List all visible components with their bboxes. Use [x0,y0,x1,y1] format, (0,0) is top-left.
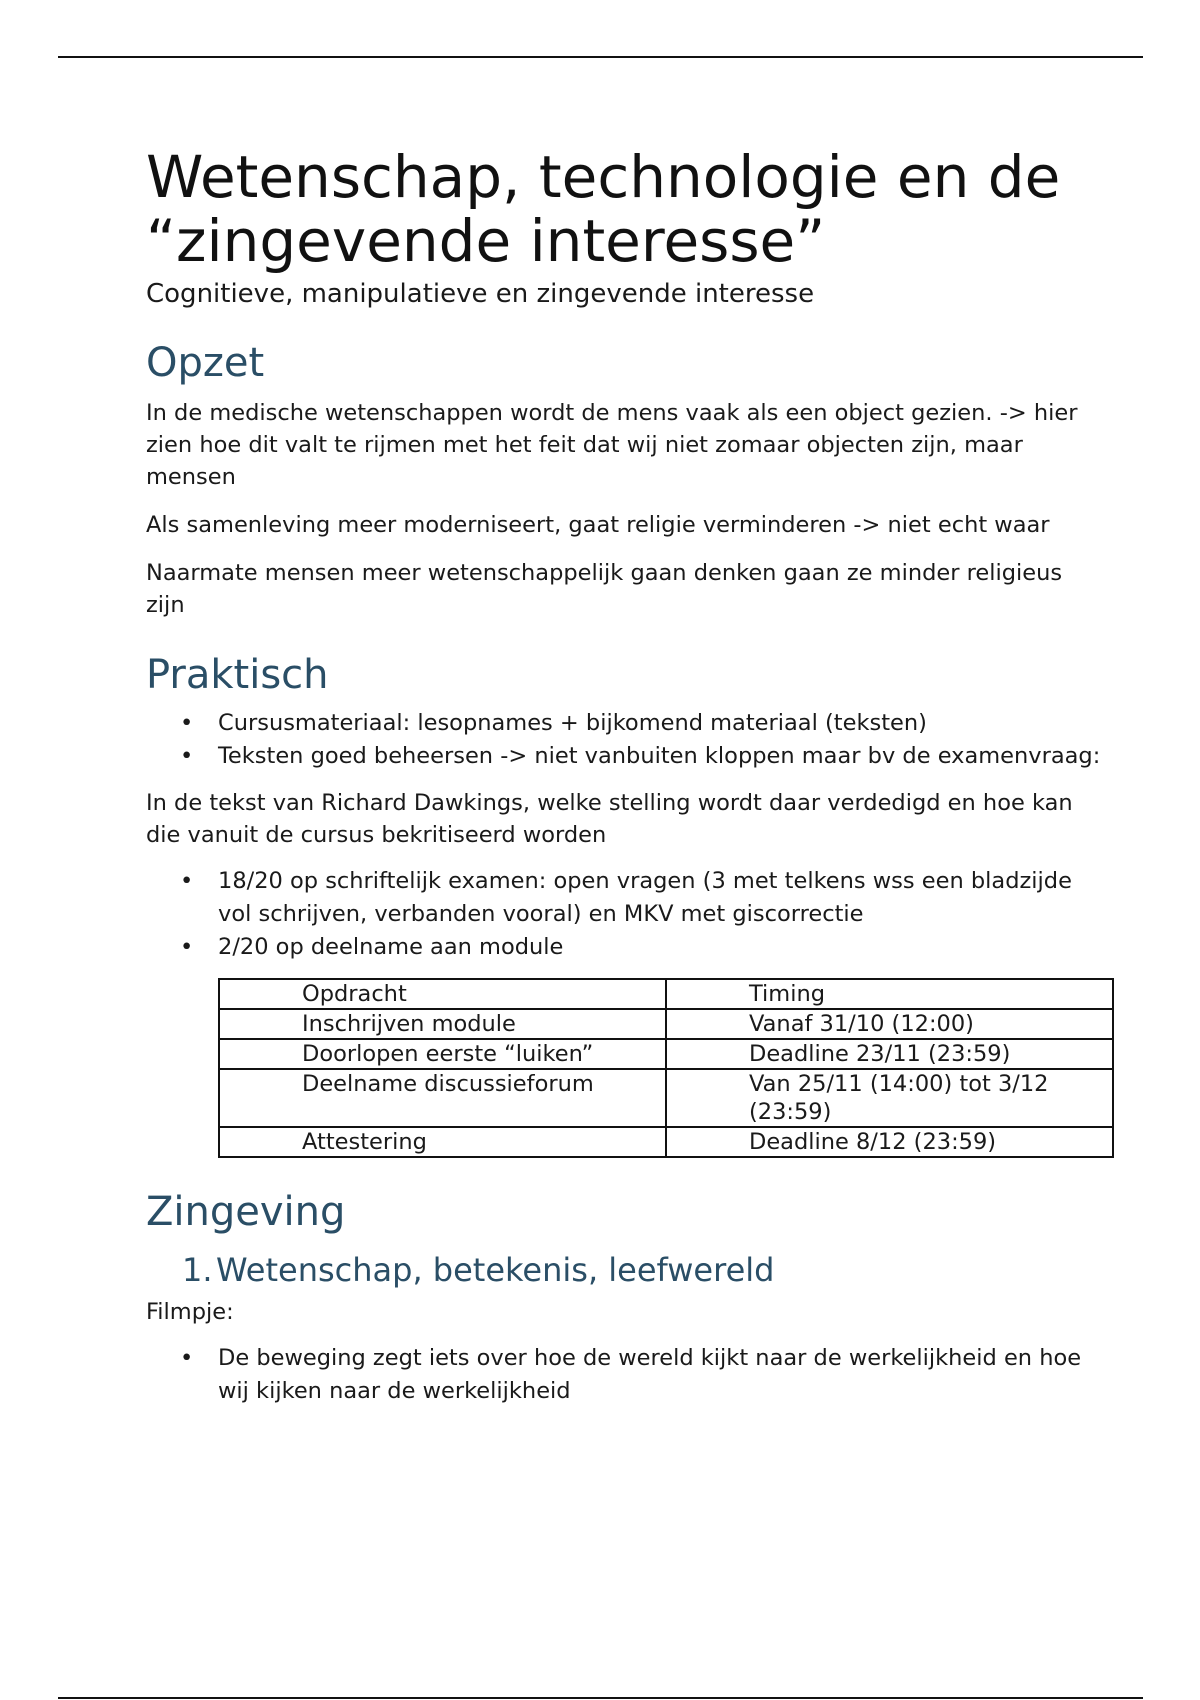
table-cell: Deadline 23/11 (23:59) [666,1039,1113,1069]
heading-opzet: Opzet [146,340,265,386]
praktisch-list-b [146,865,1106,964]
table-header-cell: Timing [666,979,1113,1009]
bullet-icon: • [180,934,194,960]
praktisch-list-a [146,707,1106,773]
bullet-icon: • [180,1345,194,1371]
table-header-cell: Opdracht [219,979,666,1009]
list-item: • 18/20 op schriftelijk examen: open vragen (3 met telkens wss een bladzijde vol schrijven, verbanden vooral) en MKV met giscorrectie [146,865,1106,931]
list-item: • De beweging zegt iets over hoe de wereld kijkt naar de werkelijkheid en hoe wij kijken naar de werkelijkheid [146,1342,1106,1408]
top-rule [58,56,1143,58]
zingeving-list [146,1342,1106,1408]
subheading-text: Wetenschap, betekenis, leefwereld [216,1251,775,1289]
task-table [218,978,1114,1158]
table-row [219,1127,1113,1157]
subheading-number: 1. [182,1251,213,1289]
heading-praktisch: Praktisch [146,652,329,698]
list-item: • 2/20 op deelname aan module [146,931,1106,964]
bullet-icon: • [180,868,194,894]
filmpje-label: Filmpje: [146,1299,234,1325]
bullet-icon: • [180,710,194,736]
bullet-icon: • [180,743,194,769]
table-cell: Doorlopen eerste “luiken” [219,1039,666,1069]
table-header-row [219,979,1113,1009]
table-row [219,1009,1113,1039]
list-item: • Cursusmateriaal: lesopnames + bijkomend materiaal (teksten) [146,707,1106,740]
document-body [146,145,1106,1408]
opzet-paragraph-1: In de medische wetenschappen wordt de mens vaak als een object gezien. -> hier zien hoe dit valt te rijmen met het feit dat wij niet zomaar objecten zijn, maar mensen [146,400,1078,490]
table-cell: Van 25/11 (14:00) tot 3/12 (23:59) [666,1069,1113,1127]
document-title: Wetenschap, technologie en de “zingevende interesse” [146,143,1061,275]
heading-zingeving: Zingeving [146,1189,346,1235]
table-cell: Deelname discussieforum [219,1069,666,1127]
exam-question: In de tekst van Richard Dawkings, welke stelling wordt daar verdedigd en hoe kan die vanuit de cursus bekritiseerd worden [146,790,1073,848]
opzet-paragraph-3: Naarmate mensen meer wetenschappelijk gaan denken gaan ze minder religieus zijn [146,560,1063,618]
bottom-rule [58,1697,1143,1699]
table-cell: Attestering [219,1127,666,1157]
document-subtitle: Cognitieve, manipulatieve en zingevende interesse [146,279,815,309]
list-item: • Teksten goed beheersen -> niet vanbuiten kloppen maar bv de examenvraag: [146,740,1106,773]
opzet-paragraph-2: Als samenleving meer moderniseert, gaat religie verminderen -> niet echt waar [146,512,1050,538]
table-row [219,1039,1113,1069]
table-cell: Inschrijven module [219,1009,666,1039]
table-row [219,1069,1113,1127]
table-cell: Deadline 8/12 (23:59) [666,1127,1113,1157]
table-cell: Vanaf 31/10 (12:00) [666,1009,1113,1039]
subheading-wetenschap [146,1250,1106,1290]
